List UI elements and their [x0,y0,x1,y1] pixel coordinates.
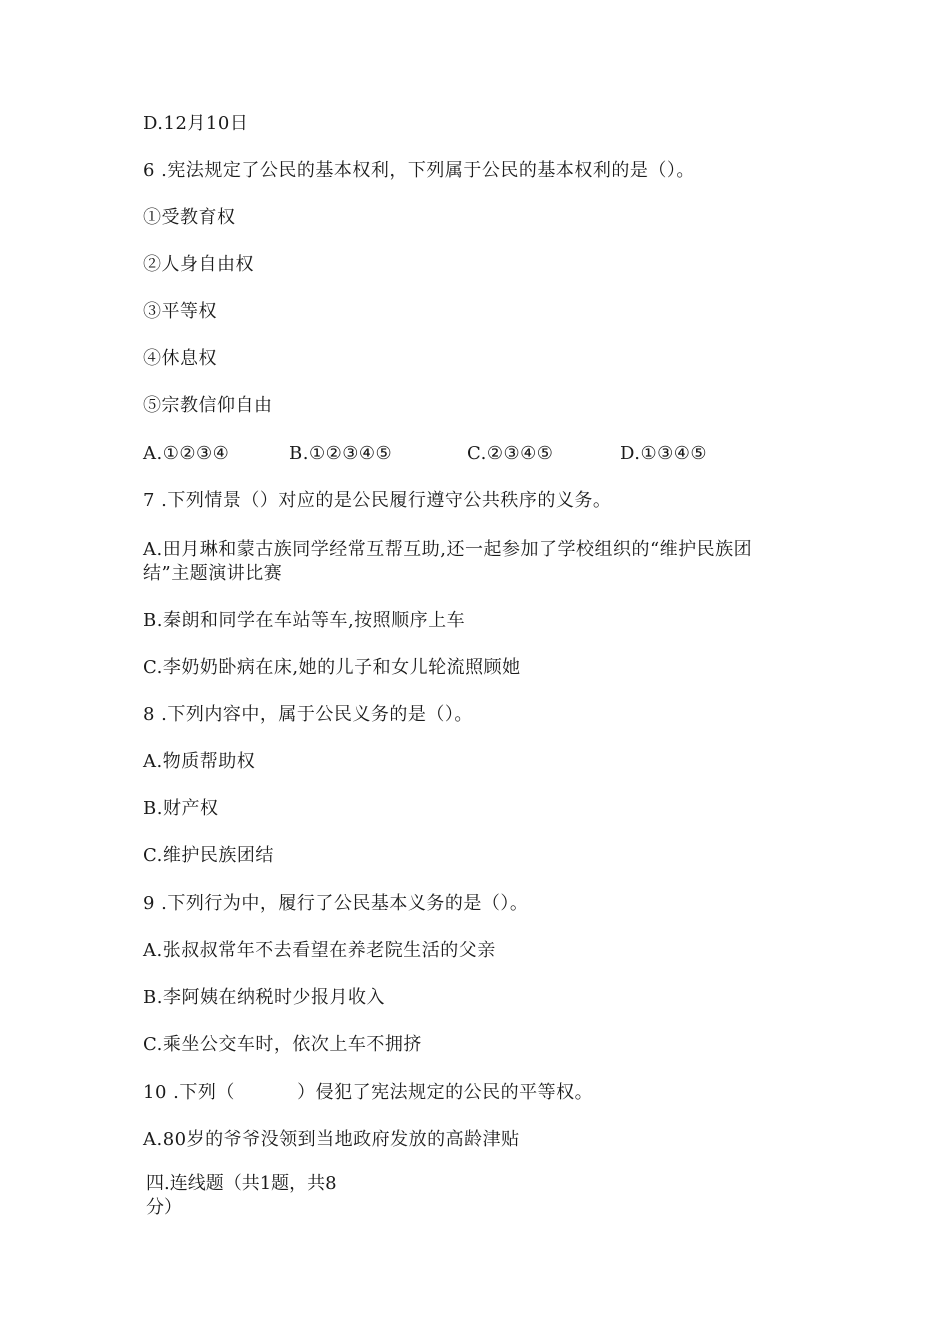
q9-option-a: A.张叔叔常年不去看望在养老院生活的父亲 [143,940,496,961]
q6-item-5: ⑤宗教信仰自由 [143,395,273,416]
q6-option-c: C.②③④⑤ [467,443,554,464]
question-9: 9 .下列行为中，履行了公民基本义务的是（）。 [143,893,529,914]
q8-option-a: A.物质帮助权 [143,751,256,772]
q8-option-b: B.财产权 [143,798,219,819]
q9-option-c: C.乘坐公交车时，依次上车不拥挤 [143,1034,422,1055]
q7-option-b: B.秦朗和同学在车站等车,按照顺序上车 [143,610,466,631]
q6-item-3: ③平等权 [143,301,217,322]
option-d-prev: D.12月10日 [143,113,249,134]
q6-item-2: ②人身自由权 [143,254,254,275]
q8-option-c: C.维护民族团结 [143,845,274,866]
q6-option-a: A.①②③④ [143,443,230,464]
question-6: 6 .宪法规定了公民的基本权利，下列属于公民的基本权利的是（）。 [143,160,695,181]
section-4-heading-line2: 分） [146,1197,182,1218]
section-4-heading-line1: 四.连线题（共1题，共8 [146,1173,337,1194]
q7-option-a-line1: A.田月琳和蒙古族同学经常互帮互助,还一起参加了学校组织的“维护民族团 [143,539,753,560]
q9-option-b: B.李阿姨在纳税时少报月收入 [143,987,385,1008]
q10-option-a: A.80岁的爷爷没领到当地政府发放的高龄津贴 [143,1129,520,1150]
q6-option-d: D.①③④⑤ [620,443,708,464]
q7-option-a-line2: 结”主题演讲比赛 [143,563,283,584]
question-10: 10 .下列（ ）侵犯了宪法规定的公民的平等权。 [143,1082,594,1103]
q6-item-1: ①受教育权 [143,207,236,228]
q6-option-b: B.①②③④⑤ [289,443,393,464]
q6-item-4: ④休息权 [143,348,217,369]
q7-option-c: C.李奶奶卧病在床,她的儿子和女儿轮流照顾她 [143,657,521,678]
question-8: 8 .下列内容中，属于公民义务的是（）。 [143,704,473,725]
question-7: 7 .下列情景（）对应的是公民履行遵守公共秩序的义务。 [143,490,612,511]
